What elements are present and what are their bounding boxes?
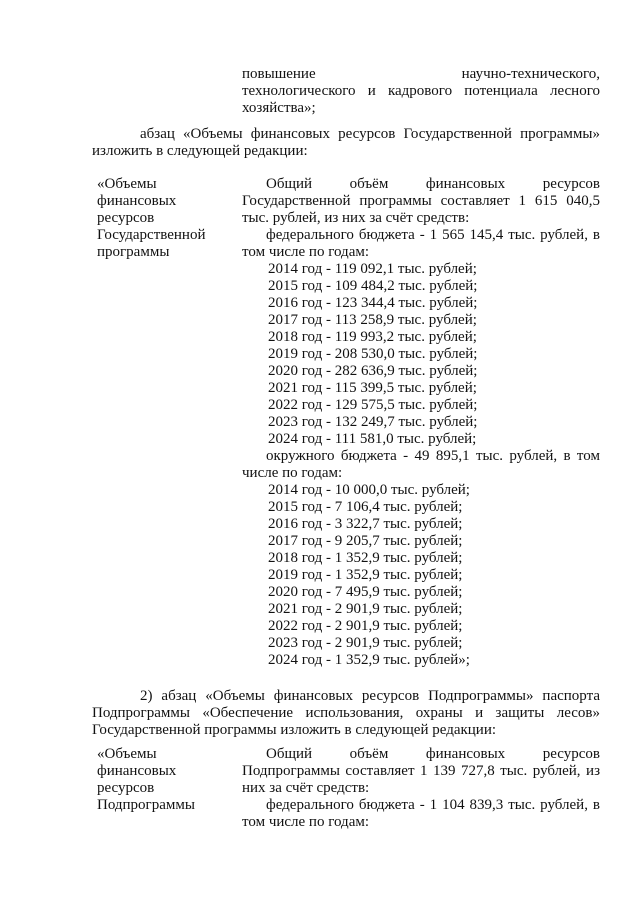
list-item: 2017 год - 9 205,7 тыс. рублей;	[268, 533, 463, 549]
list-item: 2016 год - 3 322,7 тыс. рублей;	[268, 516, 463, 532]
continuation-text	[242, 66, 600, 117]
text-line: федерального бюджета - 1 565 145,4 тыс. рублей, в	[266, 227, 600, 243]
label-line: ресурсов	[97, 780, 155, 796]
list-item: 2019 год - 208 530,0 тыс. рублей;	[268, 346, 478, 362]
text-line: Государственной программы составляет 1 615 040,5	[242, 193, 600, 209]
text-line: изложить в следующей редакции:	[92, 143, 308, 159]
list-item: 2018 год - 119 993,2 тыс. рублей;	[268, 329, 477, 345]
list-item: 2015 год - 109 484,2 тыс. рублей;	[268, 278, 478, 294]
text-line: окружного бюджета - 49 895,1 тыс. рублей, в том	[266, 448, 600, 464]
list-item: 2019 год - 1 352,9 тыс. рублей;	[268, 567, 463, 583]
text-line: технологического и кадрового потенциала лесного	[242, 83, 600, 99]
label-line: финансовых	[97, 763, 177, 779]
list-item: 2016 год - 123 344,4 тыс. рублей;	[268, 295, 478, 311]
list-item: 2014 год - 10 000,0 тыс. рублей;	[268, 482, 470, 498]
label-line: «Объемы	[97, 746, 157, 762]
text-line: Общий объём финансовых ресурсов	[266, 176, 600, 192]
text-line: том числе по годам:	[242, 814, 370, 830]
list-item: 2023 год - 132 249,7 тыс. рублей;	[268, 414, 478, 430]
text-line: повышение научно-технического,	[242, 66, 600, 82]
block2-content	[242, 746, 600, 831]
list-item: 2024 год - 1 352,9 тыс. рублей»;	[268, 652, 470, 668]
list-item: 2020 год - 7 495,9 тыс. рублей;	[268, 584, 463, 600]
list-item: 2024 год - 111 581,0 тыс. рублей;	[268, 431, 477, 447]
block2-label	[97, 746, 227, 814]
text-line: 2) абзац «Объемы финансовых ресурсов Подпрограммы» паспорта	[140, 688, 600, 704]
block1-content	[242, 176, 600, 669]
label-line: Подпрограммы	[97, 797, 195, 813]
list-item: 2021 год - 2 901,9 тыс. рублей;	[268, 601, 463, 617]
list-item: 2021 год - 115 399,5 тыс. рублей;	[268, 380, 477, 396]
text-line: Общий объём финансовых ресурсов	[266, 746, 600, 762]
list-item: 2022 год - 129 575,5 тыс. рублей;	[268, 397, 478, 413]
text-line: абзац «Объемы финансовых ресурсов Государственной программы»	[140, 126, 600, 142]
text-line: том числе по годам:	[242, 244, 370, 260]
text-line: числе по годам:	[242, 465, 343, 481]
list-item: 2018 год - 1 352,9 тыс. рублей;	[268, 550, 463, 566]
label-line: «Объемы	[97, 176, 157, 192]
text-line: федерального бюджета - 1 104 839,3 тыс. рублей, в	[266, 797, 600, 813]
list-item: 2023 год - 2 901,9 тыс. рублей;	[268, 635, 463, 651]
federal-years-list	[242, 261, 600, 448]
text-line: них за счёт средств:	[242, 780, 370, 796]
text-line: Подпрограммы составляет 1 139 727,8 тыс. рублей, из	[242, 763, 600, 779]
list-item: 2022 год - 2 901,9 тыс. рублей;	[268, 618, 463, 634]
text-line: тыс. рублей, из них за счёт средств:	[242, 210, 470, 226]
list-item: 2014 год - 119 092,1 тыс. рублей;	[268, 261, 477, 277]
list-item: 2015 год - 7 106,4 тыс. рублей;	[268, 499, 463, 515]
label-line: ресурсов	[97, 210, 155, 226]
label-line: Государственной	[97, 227, 206, 243]
text-line: Государственной программы изложить в следующей редакции:	[92, 722, 497, 738]
label-line: финансовых	[97, 193, 177, 209]
list-item: 2017 год - 113 258,9 тыс. рублей;	[268, 312, 477, 328]
list-item: 2020 год - 282 636,9 тыс. рублей;	[268, 363, 478, 379]
paragraph-1	[92, 126, 600, 160]
label-line: программы	[97, 244, 170, 260]
block1-label	[97, 176, 227, 261]
paragraph-2	[92, 688, 600, 739]
district-years-list	[242, 482, 600, 669]
text-line: хозяйства»;	[242, 100, 316, 116]
text-line: Подпрограммы «Обеспечение использования, охраны и защиты лесов»	[92, 705, 600, 721]
